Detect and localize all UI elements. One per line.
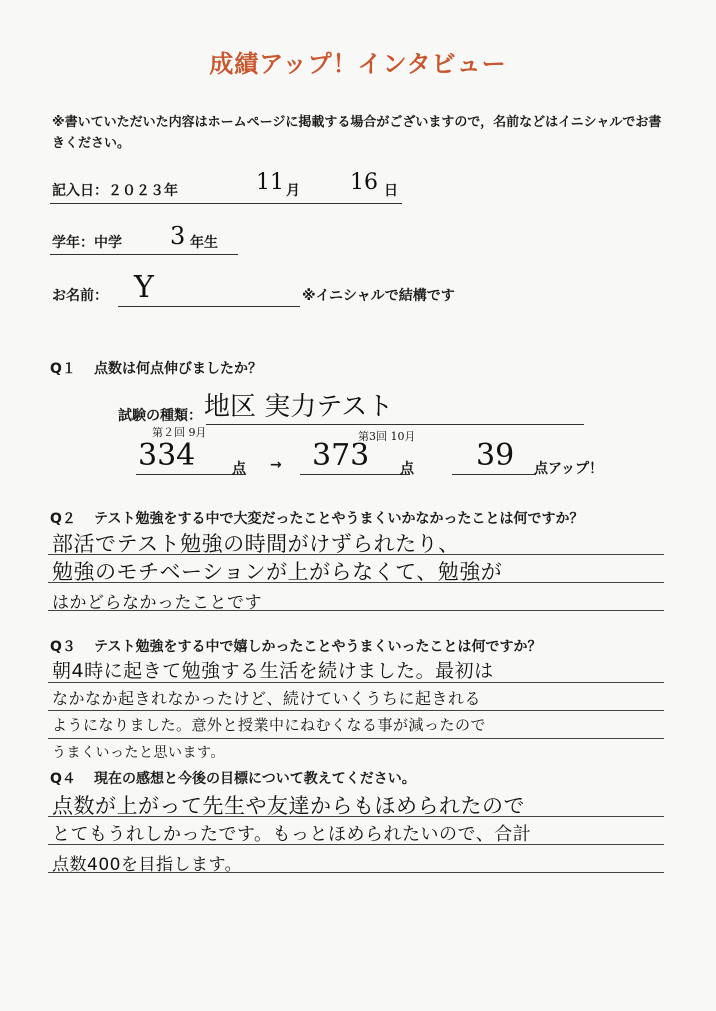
q3-number: Q３ xyxy=(50,639,76,655)
q4-question: 現在の感想と今後の目標について教えてください。 xyxy=(94,771,416,787)
q3-rule xyxy=(48,682,664,683)
date-day-label: 日 xyxy=(384,183,398,199)
q1-question: 点数は何点伸びましたか？ xyxy=(94,361,262,377)
q1-up-label: 点アップ！ xyxy=(534,461,604,477)
q1-point-label-1: 点 xyxy=(232,461,246,477)
q3-answer-line: 朝4時に起きて勉強する生活を続けました。最初は xyxy=(52,660,494,682)
grade-underline xyxy=(50,254,238,255)
q1-before-underline xyxy=(136,474,246,475)
q1-up-underline xyxy=(452,474,536,475)
q2-answer-line: はかどらなかったことです xyxy=(52,593,262,613)
q1-after-score: 373 xyxy=(312,438,370,473)
date-month-value: 11 xyxy=(256,170,284,195)
q2-heading xyxy=(50,508,583,528)
q3-answer-line: うまくいったと思います。 xyxy=(52,745,225,761)
q1-after-note: 第3回 10月 xyxy=(358,430,416,443)
q4-number: Q４ xyxy=(50,771,76,787)
q1-point-label-2: 点 xyxy=(400,461,414,477)
name-underline xyxy=(118,306,300,307)
privacy-note: ※書いていただいた内容はホームページに掲載する場合がございますので，名前などはイニシャルでお書きください。 xyxy=(52,115,662,151)
q2-number: Q２ xyxy=(50,511,76,527)
name-value: Y xyxy=(134,270,154,305)
name-label: お名前： xyxy=(52,288,108,304)
q4-answer-line: 点数400を目指します。 xyxy=(52,855,243,875)
q4-rule xyxy=(48,816,664,817)
q2-answer-line: 勉強のモチベーションが上がらなくて、勉強が xyxy=(52,560,503,584)
q3-question: テスト勉強をする中で嬉しかったことやうまくいったことは何ですか？ xyxy=(94,639,542,655)
q2-rule xyxy=(48,582,664,583)
q4-rule xyxy=(48,844,664,845)
date-label: 記入日：２０２３年 xyxy=(52,183,178,199)
date-month-label: 月 xyxy=(286,183,300,199)
q1-test-value: 地区 実力テスト xyxy=(204,392,394,422)
q2-rule xyxy=(48,554,664,555)
q4-answer-line: とてもうれしかったです。もっとほめられたいので、合計 xyxy=(52,824,532,845)
q3-rule xyxy=(48,738,664,739)
q1-arrow: → xyxy=(270,457,282,473)
q4-heading xyxy=(50,768,416,788)
q3-rule xyxy=(48,710,664,711)
q1-number: Q１ xyxy=(50,361,76,377)
grade-suffix: 年生 xyxy=(190,235,218,251)
q1-before-note: 第２回 9月 xyxy=(152,426,207,439)
q1-before-score: 334 xyxy=(138,438,196,473)
q1-heading xyxy=(50,358,262,378)
q4-answer-line: 点数が上がって先生や友達からもほめられたので xyxy=(52,794,525,818)
name-hint: ※イニシャルで結構です xyxy=(302,288,455,304)
q1-after-underline xyxy=(300,474,410,475)
date-day-value: 16 xyxy=(350,170,378,195)
q3-answer-line: なかなか起きれなかったけど、続けていくうちに起きれる xyxy=(52,689,482,708)
grade-label: 学年：中学 xyxy=(52,235,122,251)
q3-heading xyxy=(50,636,541,656)
q2-question: テスト勉強をする中で大変だったことやうまくいかなかったことは何ですか？ xyxy=(94,511,584,527)
q2-answer-line: 部活でテスト勉強の時間がけずられたり、 xyxy=(52,532,460,556)
q1-test-label: 試験の種類： xyxy=(118,408,202,424)
grade-value: 3 xyxy=(170,222,186,250)
q2-rule xyxy=(48,610,664,611)
q1-test-underline xyxy=(206,424,584,425)
page-title: 成績アップ！インタビュー xyxy=(209,50,507,78)
q4-rule xyxy=(48,872,664,873)
date-underline xyxy=(50,203,402,204)
q1-up-value: 39 xyxy=(476,438,515,473)
q3-answer-line: ようになりました。意外と授業中にねむくなる事が減ったので xyxy=(52,716,487,734)
